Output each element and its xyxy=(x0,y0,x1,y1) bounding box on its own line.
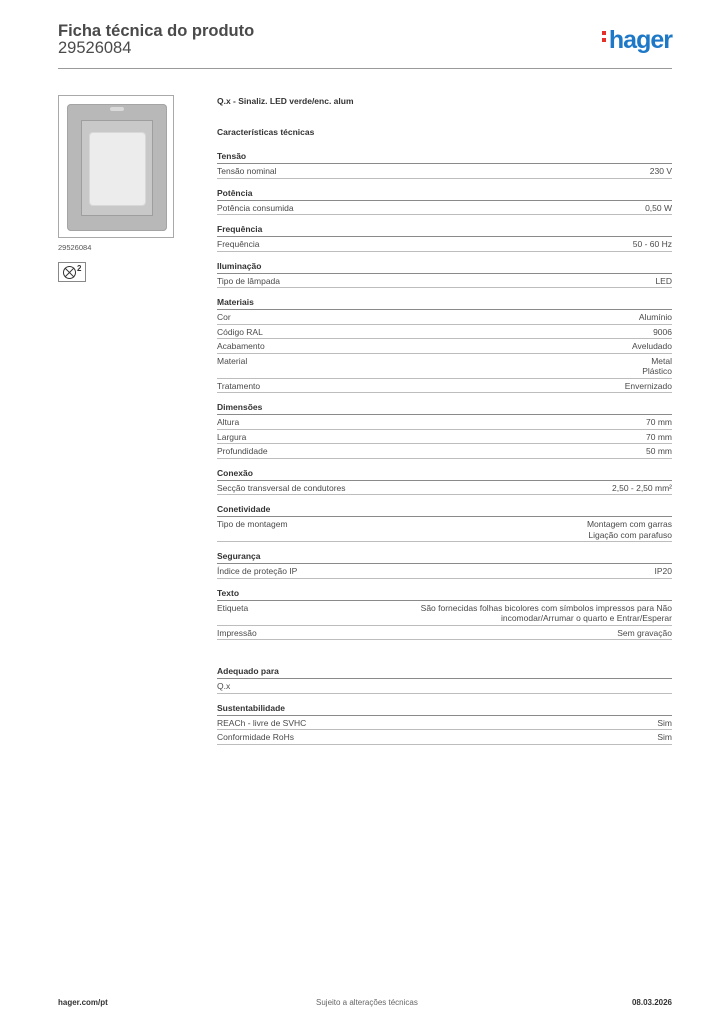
spec-section xyxy=(217,588,672,641)
lamp-class-2-icon: 2 xyxy=(58,262,86,282)
section-title: Adequado para xyxy=(217,666,672,679)
image-caption: 29526084 xyxy=(58,243,92,252)
spec-section xyxy=(217,703,672,745)
spec-value: Aveludado xyxy=(631,341,672,351)
spec-row xyxy=(217,379,672,394)
spec-row xyxy=(217,626,672,641)
header-divider xyxy=(58,68,672,69)
spec-value: Sim xyxy=(657,717,672,728)
spec-value: 50 - 60 Hz xyxy=(632,239,672,249)
spec-label: Frequência xyxy=(217,239,260,249)
spec-label: Conformidade RoHs xyxy=(217,732,295,742)
spec-value: Envernizado xyxy=(624,380,672,391)
spec-row xyxy=(217,164,672,179)
spec-row xyxy=(217,339,672,354)
logo-dots-icon xyxy=(602,28,606,45)
spec-label: Etiqueta xyxy=(217,602,249,613)
spec-section xyxy=(217,402,672,459)
spec-row xyxy=(217,310,672,325)
footer-website: hager.com/pt xyxy=(58,998,108,1007)
spec-row xyxy=(217,730,672,745)
spec-label: Largura xyxy=(217,431,247,442)
product-name: Q.x - Sinaliz. LED verde/enc. alum xyxy=(217,96,354,106)
product-code: 29526084 xyxy=(58,39,132,57)
spec-label: Código RAL xyxy=(217,326,263,337)
spec-value: 230 V xyxy=(649,166,672,176)
spec-value: 50 mm xyxy=(646,446,672,456)
spec-label: Potência consumida xyxy=(217,202,294,213)
spec-label: Altura xyxy=(217,417,240,427)
spec-label: Índice de proteção IP xyxy=(217,566,298,576)
spec-row xyxy=(217,430,672,445)
spec-label: Q.x xyxy=(217,681,231,691)
section-title: Iluminação xyxy=(217,261,672,274)
spec-value: Alumínio xyxy=(638,312,672,322)
spec-row xyxy=(217,237,672,252)
spec-row xyxy=(217,274,672,289)
spec-section xyxy=(217,188,672,216)
spec-sections xyxy=(217,151,672,745)
section-title: Dimensões xyxy=(217,402,672,415)
spec-label: Impressão xyxy=(217,627,257,638)
page-title: Ficha técnica do produto xyxy=(58,22,255,40)
spec-row xyxy=(217,601,672,626)
footer-note: Sujeito a alterações técnicas xyxy=(316,998,418,1007)
spec-label: Secção transversal de condutores xyxy=(217,482,346,493)
section-title: Potência xyxy=(217,188,672,201)
spec-label: Tipo de montagem xyxy=(217,519,288,529)
footer-date: 08.03.2026 xyxy=(631,998,672,1007)
spec-label: REACh - livre de SVHC xyxy=(217,717,307,728)
hager-logo: hager xyxy=(602,26,672,55)
spec-value: LED xyxy=(655,275,672,286)
spec-section xyxy=(217,551,672,579)
spec-label: Cor xyxy=(217,312,231,322)
spec-value: 70 mm xyxy=(646,431,672,442)
section-title: Materiais xyxy=(217,297,672,310)
spec-label: Tensão nominal xyxy=(217,166,277,176)
spec-row xyxy=(217,201,672,216)
spec-row xyxy=(217,481,672,496)
product-image xyxy=(58,95,174,238)
spec-section xyxy=(217,666,672,694)
spec-value: Sem gravação xyxy=(617,627,672,638)
spec-value: Montagem com garras Ligação com parafuso xyxy=(586,519,672,540)
spec-section xyxy=(217,261,672,289)
spec-section xyxy=(217,468,672,496)
section-title: Tensão xyxy=(217,151,672,164)
spec-label: Acabamento xyxy=(217,341,265,351)
section-title: Texto xyxy=(217,588,672,601)
spec-value: 9006 xyxy=(653,326,672,337)
section-title: Sustentabilidade xyxy=(217,703,672,716)
section-title: Frequência xyxy=(217,224,672,237)
section-title: Conetividade xyxy=(217,504,672,517)
spec-value: IP20 xyxy=(654,566,672,576)
spec-row xyxy=(217,325,672,340)
spec-value xyxy=(230,681,672,692)
spec-label: Tratamento xyxy=(217,380,261,391)
spec-value: São fornecidas folhas bicolores com símbolos impressos para Não incomodar/Arrumar o quarto e Entrar/Esperar xyxy=(420,602,672,623)
section-heading: Características técnicas xyxy=(217,127,315,137)
section-title: Segurança xyxy=(217,551,672,564)
spec-row xyxy=(217,354,672,379)
page-header xyxy=(58,20,672,70)
section-title: Conexão xyxy=(217,468,672,481)
spec-section xyxy=(217,504,672,542)
spec-row xyxy=(217,415,672,430)
spec-value: Sim xyxy=(657,732,672,742)
spec-section xyxy=(217,224,672,252)
spec-row xyxy=(217,564,672,579)
spec-label: Tipo de lâmpada xyxy=(217,275,281,286)
spec-row xyxy=(217,679,672,694)
spec-label: Material xyxy=(217,355,248,366)
spec-row xyxy=(217,716,672,731)
spec-value: Metal Plástico xyxy=(642,355,672,376)
spec-value: 2,50 - 2,50 mm² xyxy=(612,482,672,493)
spec-value: 70 mm xyxy=(646,417,672,427)
spec-row xyxy=(217,444,672,459)
spec-section xyxy=(217,151,672,179)
spec-label: Profundidade xyxy=(217,446,268,456)
spec-row xyxy=(217,517,672,542)
spec-sheet xyxy=(217,95,672,754)
spec-value: 0,50 W xyxy=(645,202,672,213)
spec-section xyxy=(217,297,672,393)
